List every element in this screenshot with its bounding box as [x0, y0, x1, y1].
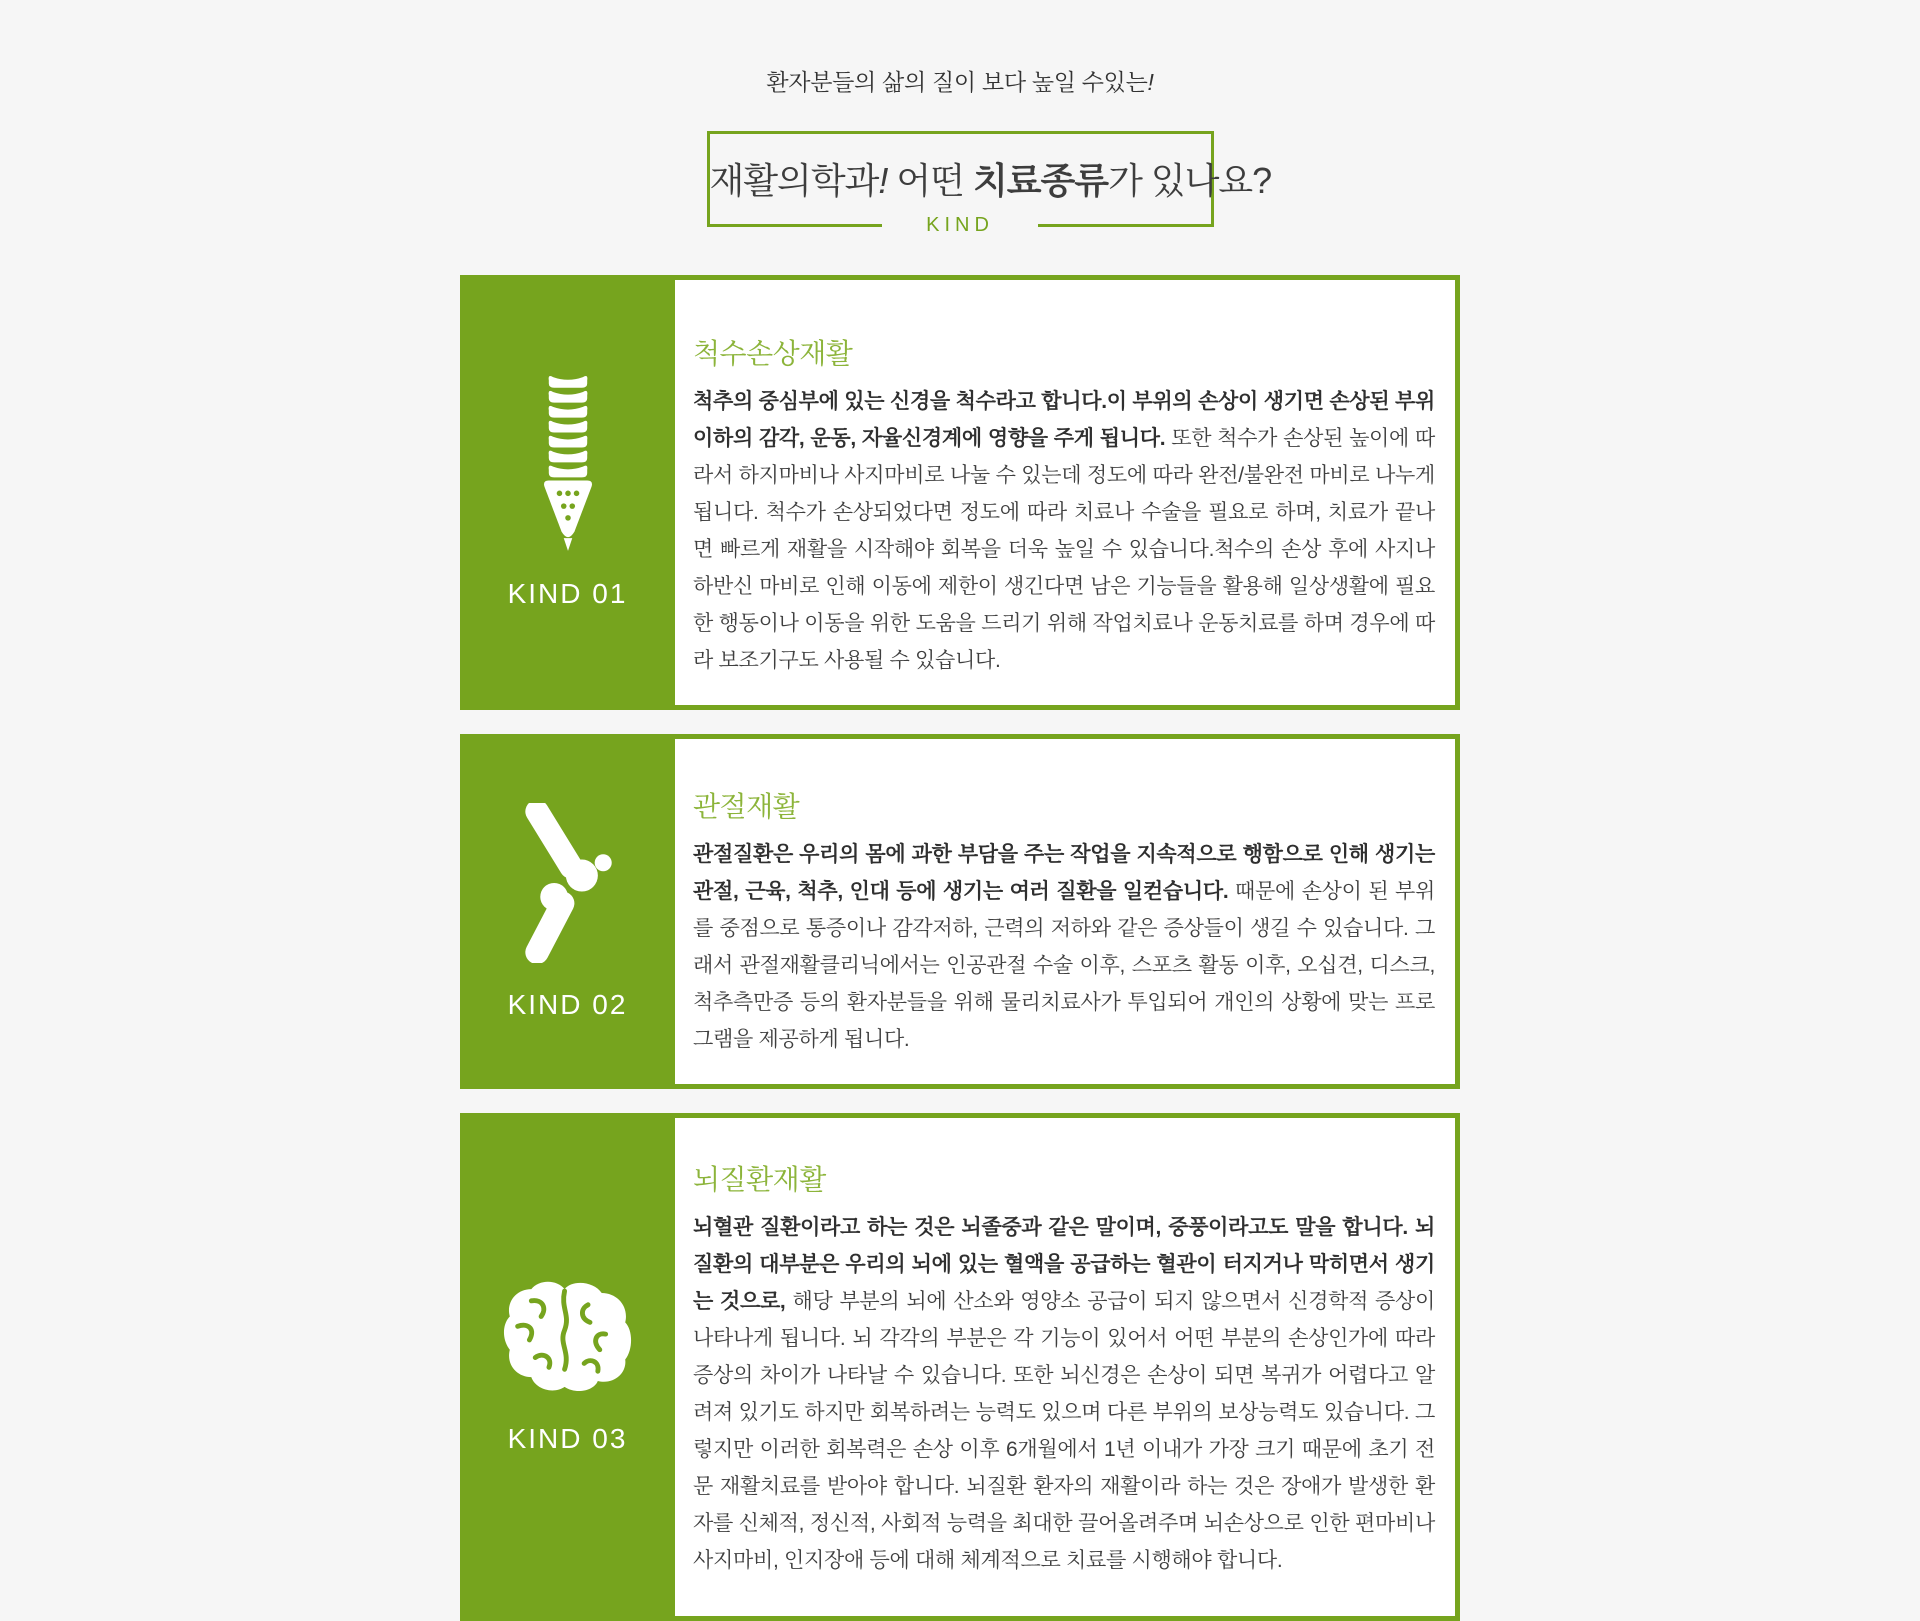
card-heading: 척수손상재활 [693, 338, 853, 369]
card-body-rest: 해당 부분의 뇌에 산소와 영양소 공급이 되지 않으면서 신경학적 증상이 나타나게 됩니다. 뇌 각각의 부분은 각 기능이 있어서 어떤 부분의 손상인가에 따라 증상의 차이가 나타날 수 있습니다. 또한 뇌신경은 손상이 되면 복귀가 어렵다고 알려져 있기도 하지만 회복하려는 능력도 있으며 다른 부위의 보상능력도 있습니다. 그렇지만 이러한 회복력은 손상 이후 6개월에서 1년 이내가 가장 크기 때문에 초기 전문 재활치료를 받아야 합니다. 뇌질환 환자의 재활이라 하는 것은 장애가 발생한 환자를 신체적, 정신적, 사회적 능력을 최대한 끌어올려주며 뇌손상으로 인한 편마비나 사지마비, 인지장애 등에 대해 체계적으로 치료를 시행해야 합니다. [693, 1290, 1436, 1572]
intro-tagline-exclaim: ! [1147, 69, 1154, 95]
card-heading: 관절재활 [693, 791, 800, 822]
card-kind-label: KIND 01 [507, 577, 628, 609]
card-kind-label: KIND 02 [507, 988, 628, 1020]
card-content [675, 739, 1455, 1084]
card-body-rest: 또한 척수가 손상된 높이에 따라서 하지마비나 사지마비로 나눌 수 있는데 정도에 따라 완전/불완전 마비로 나누게 됩니다. 척수가 손상되었다면 정도에 따라 치료나 수술을 필요로 하며, 치료가 끝나면 빠르게 재활을 시작해야 회복을 더욱 높일 수 있습니다.척수의 손상 후에 사지나 하반신 마비로 인해 이동에 제한이 생긴다면 남은 기능들을 활용해 일상생활에 필요한 행동이나 이동을 위한 도움을 드리기 위해 작업치료나 운동치료를 하며 경우에 따라 보조기구도 사용될 수 있습니다. [693, 427, 1435, 672]
card-heading: 뇌질환재활 [693, 1164, 826, 1195]
treatment-card-brain [460, 1113, 1460, 1621]
card-content [675, 1118, 1455, 1616]
title-pre: 재활의학과 [709, 160, 879, 201]
treatment-card-joint [460, 734, 1460, 1089]
title-emphasis: 치료종류 [972, 160, 1109, 201]
treatment-cards [460, 275, 1460, 1621]
card-body [693, 1209, 1435, 1579]
card-kind-panel [460, 1113, 675, 1621]
card-body [693, 836, 1435, 1058]
kind-band-label: KIND [926, 213, 994, 236]
card-kind-panel [460, 275, 675, 710]
title-post: 가 있나요? [1108, 160, 1272, 201]
brain-icon [502, 1279, 634, 1397]
title-mid: 어떤 [887, 160, 973, 201]
kind-band-left-line [707, 224, 883, 227]
kind-band-right-line [1038, 224, 1214, 227]
section-title [709, 159, 1272, 203]
intro-tagline [0, 0, 1920, 97]
card-body-bold: 척추의 중심부에 있는 신경을 척수라고 합니다.이 부위의 손상이 생기면 손상된 부위 이하의 감각, 운동, 자율신경계에 영향을 주게 됩니다. [693, 390, 1435, 450]
intro-tagline-text: 환자분들의 삶의 질이 보다 높일 수있는 [766, 69, 1148, 95]
card-kind-panel [460, 734, 675, 1089]
card-content [675, 280, 1455, 705]
title-exclaim: ! [878, 160, 888, 201]
card-body-rest: 때문에 손상이 된 부위를 중점으로 통증이나 감각저하, 근력의 저하와 같은 증상들이 생길 수 있습니다. 그래서 관절재활클리닉에서는 인공관절 수술 이후, 스포츠 활동 이후, 오십견, 디스크, 척추측만증 등의 환자분들을 위해 물리치료사가 투입되어 개인의 상황에 맞는 프로그램을 제공하게 됩니다. [693, 880, 1436, 1051]
spine-icon [536, 376, 600, 552]
card-body-bold: 뇌혈관 질환이라고 하는 것은 뇌졸중과 같은 말이며, 중풍이라고도 말을 합니다. 뇌질환의 대부분은 우리의 뇌에 있는 혈액을 공급하는 혈관이 터지거나 막히면서 생기는 것으로, [693, 1216, 1435, 1313]
card-body-bold: 관절질환은 우리의 몸에 과한 부담을 주는 작업을 지속적으로 행함으로 인해 생기는 관절, 근육, 척추, 인대 등에 생기는 여러 질환을 일컫습니다. [693, 843, 1435, 903]
knee-joint-icon [509, 803, 627, 963]
kind-band [707, 213, 1214, 237]
card-kind-label: KIND 03 [507, 1423, 628, 1454]
card-body [693, 383, 1435, 679]
section-title-box [707, 131, 1272, 236]
treatment-card-spinal [460, 275, 1460, 710]
